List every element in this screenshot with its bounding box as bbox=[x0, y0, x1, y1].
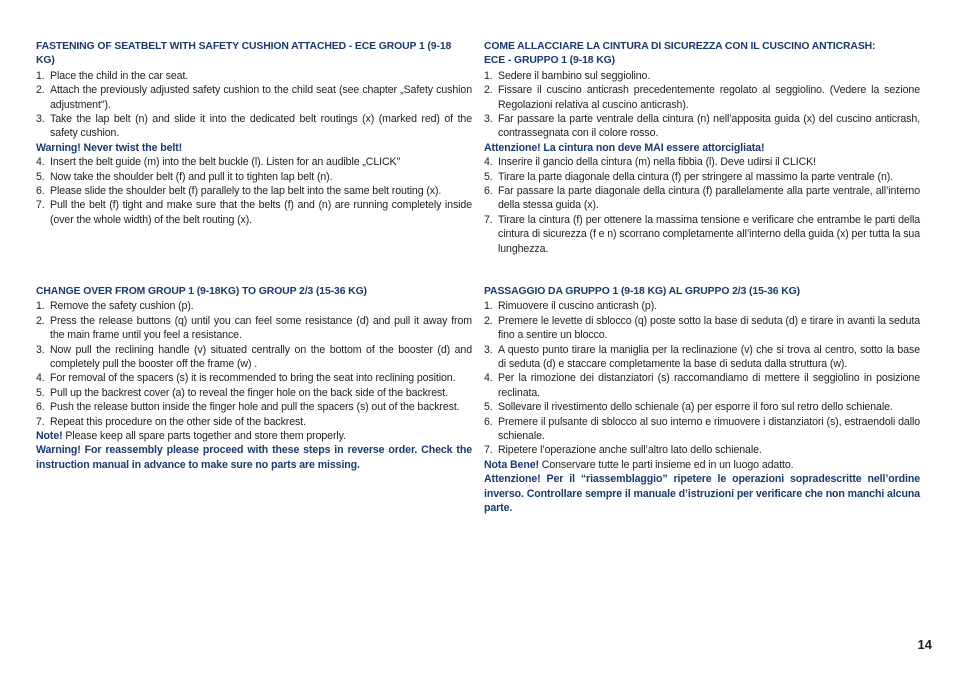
en-changeover-title: CHANGE OVER FROM GROUP 1 (9-18KG) TO GROUP 2/3 (15-36 KG) bbox=[36, 286, 367, 297]
list-item: 1. Rimuovere il cuscino anticrash (p). bbox=[484, 300, 657, 313]
it-fastening-subtitle: ECE - GRUPPO 1 (9-18 KG) bbox=[484, 55, 615, 67]
en-changeover-note: Note! Please keep all spare parts together and store them properly. bbox=[36, 430, 346, 443]
list-item: 2. Fissare il cuscino anticrash precedentemente regolato al seggiolino. (Vedere la sezione Regolazioni relativa al cuscino anticrash). bbox=[484, 84, 920, 111]
en-fastening-section bbox=[36, 40, 472, 227]
list-item: 3. A questo punto tirare la maniglia per la reclinazione (v) che si trova al centro, sotto la base di seduta (d) e staccare completamente la base di seduta dalla struttura (w). bbox=[484, 343, 920, 371]
it-fastening-section bbox=[484, 40, 920, 256]
list-item: 5. Sollevare il rivestimento dello schienale (a) per esporre il foro sul retro dello schienale. bbox=[484, 401, 893, 414]
list-item: 5. Now take the shoulder belt (f) and pull it to tighten lap belt (n). bbox=[36, 170, 333, 183]
list-item: 3. Now pull the reclining handle (v) situated centrally on the bottom of the booster (d) and completely pull the booster off the frame (w) . bbox=[36, 343, 472, 371]
list-item: 2. Premere le levette di sblocco (q) poste sotto la base di seduta (d) e tirare in avanti la seduta fino a sentire un blocco. bbox=[484, 314, 920, 342]
list-item: 4. Per la rimozione dei distanziatori (s) raccomandiamo di mettere il seggiolino in posizione reclinata. bbox=[484, 372, 920, 399]
list-item: 7. Ripetere l’operazione anche sull’altro lato dello schienale. bbox=[484, 444, 762, 457]
list-item: 3. Far passare la parte ventrale della cintura (n) nell’apposita guida (x) del cuscino anticrash, contrassegnata con il colore rosso. bbox=[484, 113, 920, 140]
list-item: 1. Sedere il bambino sul seggiolino. bbox=[484, 69, 651, 82]
list-item: 6. Far passare la parte diagonale della cintura (f) parallelamente alla parte ventrale, all’interno della stessa guida (x). bbox=[484, 185, 920, 212]
it-fastening-list-a bbox=[484, 69, 920, 141]
list-item: 5. Tirare la parte diagonale della cintura (f) per stringere al massimo la parte ventrale (n). bbox=[484, 170, 894, 183]
en-changeover-section bbox=[36, 285, 472, 472]
list-item: 3. Take the lap belt (n) and slide it into the dedicated belt routings (x) (marked red) of the safety cushion. bbox=[36, 113, 472, 140]
en-fastening-title: FASTENING OF SEATBELT WITH SAFETY CUSHION ATTACHED - ECE GROUP 1 (9-18 KG) bbox=[36, 41, 452, 67]
list-item: 6. Please slide the shoulder belt (f) parallely to the lap belt into the same belt routing (x). bbox=[36, 185, 442, 198]
en-fastening-list-a bbox=[36, 69, 472, 141]
it-changeover-note: Nota Bene! Conservare tutte le parti insieme ed in un luogo adatto. bbox=[484, 458, 794, 471]
list-item: 7. Repeat this procedure on the other side of the backrest. bbox=[36, 415, 306, 428]
list-item: 2. Press the release buttons (q) until you can feel some resistance (d) and pull it away from the main frame until you feel a resistance. bbox=[36, 314, 472, 342]
list-item: 6. Push the release button inside the finger hole and pull the spacers (s) out of the backrest. bbox=[36, 401, 460, 414]
list-item: 4. For removal of the spacers (s) it is recommended to bring the seat into reclining position. bbox=[36, 372, 456, 385]
page-number: 14 bbox=[917, 637, 932, 652]
list-item: 5. Pull up the backrest cover (a) to reveal the finger hole on the back side of the backrest. bbox=[36, 386, 448, 399]
list-item: 2. Attach the previously adjusted safety cushion to the child seat (see chapter „Safety cushion adjustment"). bbox=[36, 84, 472, 111]
it-fastening-list-b bbox=[484, 155, 920, 256]
en-changeover-list bbox=[36, 299, 472, 429]
list-item: 1. Remove the safety cushion (p). bbox=[36, 300, 194, 313]
list-item: 1. Place the child in the car seat. bbox=[36, 69, 189, 82]
en-changeover-warning: Warning! For reassembly please proceed with these steps in reverse order. Check the instruction manual in advance to make sure no parts are missing. bbox=[36, 444, 472, 471]
it-fastening-warning: Attenzione! La cintura non deve MAI essere attorcigliata! bbox=[484, 141, 765, 154]
list-item: 7. Tirare la cintura (f) per ottenere la massima tensione e verificare che entrambe le parti della cintura di sicurezza (f e n) scorrano completamente all’interno della guida (x) per tutta la sua lunghezza. bbox=[484, 213, 921, 255]
it-fastening-title: COME ALLACCIARE LA CINTURA DI SICUREZZA CON IL CUSCINO ANTICRASH: bbox=[484, 41, 876, 52]
it-changeover-section bbox=[484, 285, 920, 516]
list-item: 4. Inserire il gancio della cintura (m) nella fibbia (l). Deve udirsi il CLICK! bbox=[484, 156, 816, 169]
it-changeover-list bbox=[484, 299, 920, 457]
list-item: 6. Premere il pulsante di sblocco al suo interno e rimuovere i distanziatori (s), estraendoli dallo schienale. bbox=[484, 415, 920, 443]
it-changeover-warning: Attenzione! Per il “riassemblaggio” ripetere le operazioni sopradescritte nell’ordine inverso. Controllare sempre il manuale d’istruzioni per verificare che non manchi alcuna parte. bbox=[484, 473, 920, 515]
en-fastening-warning: Warning! Never twist the belt! bbox=[36, 141, 183, 154]
it-changeover-title: PASSAGGIO DA GRUPPO 1 (9-18 KG) AL GRUPPO 2/3 (15-36 KG) bbox=[484, 286, 801, 297]
list-item: 4. Insert the belt guide (m) into the belt buckle (l). Listen for an audible „CLICK" bbox=[36, 156, 401, 169]
list-item: 7. Pull the belt (f) tight and make sure that the belts (f) and (n) are running completely inside (over the whole width) of the belt routing (x). bbox=[36, 199, 472, 226]
en-fastening-list-b bbox=[36, 155, 472, 227]
